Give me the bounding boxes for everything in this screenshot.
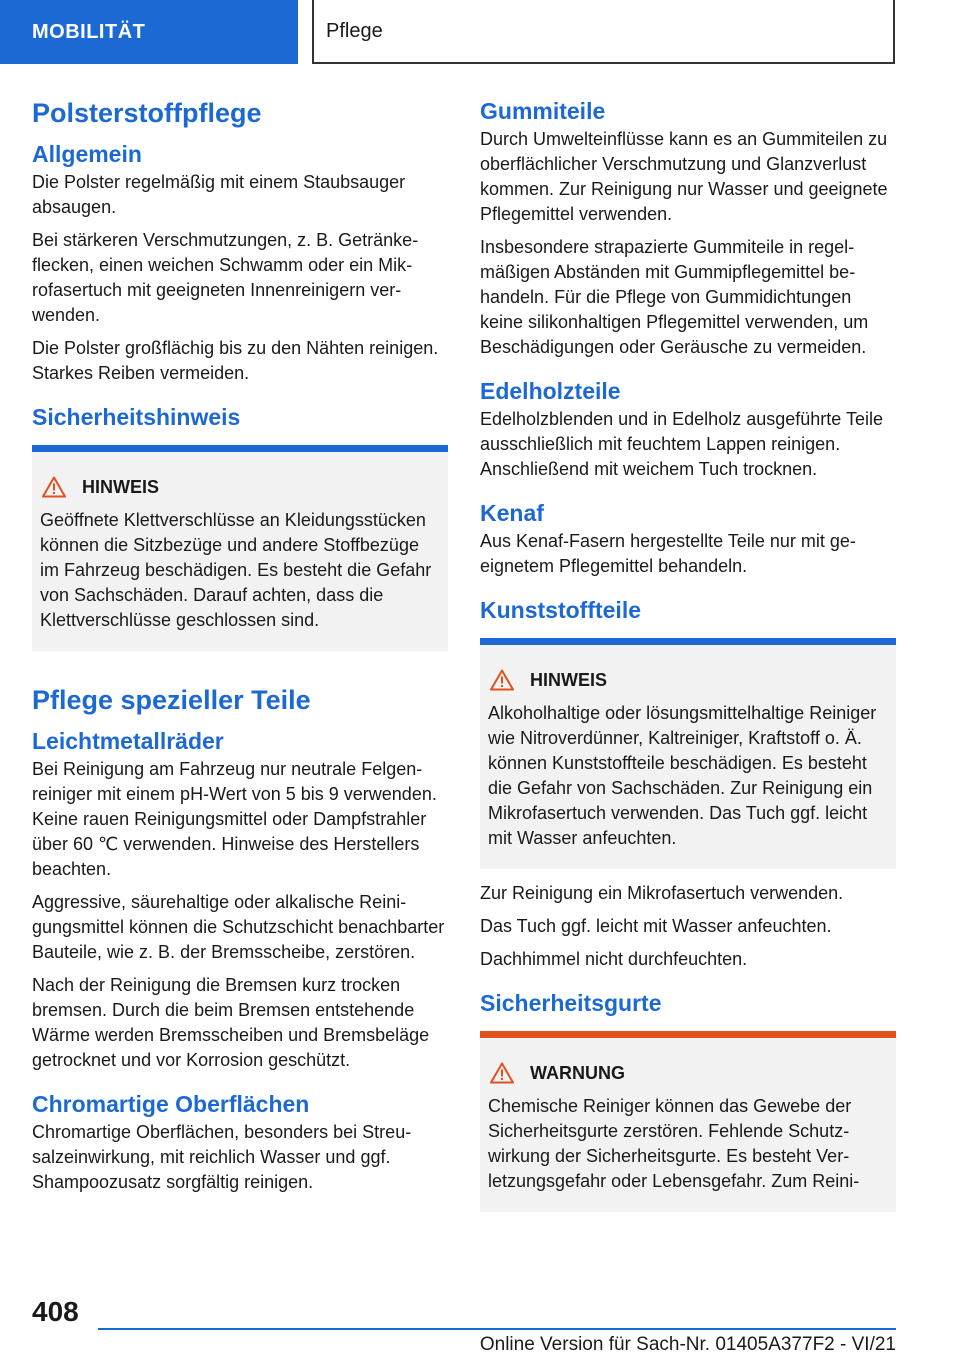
warning-triangle-icon [490,1062,514,1084]
footer-version: Online Version für Sach-Nr. 01405A377F2 - VI/21 [479,1334,896,1355]
notice-label: HINWEIS [82,476,160,497]
paragraph: Chromartige Oberflächen, besonders bei Streusalzeinwirkung, mit reichlich Wasser und ggf. Shampoozusatz sorgfältig reinigen. [32,1122,412,1192]
paragraph: Die Polster regelmäßig mit einem Staubsauger absaugen. [32,172,406,217]
paragraph: Bei Reinigung am Fahrzeug nur neutrale Felgenreiniger mit einem pH-Wert von 5 bis 9 verwenden. Keine rauen Reinigungsmittel oder Dampfstrahler über 60 ℃ verwenden. Hinweise des Herstellers beachten. [32,759,437,879]
paragraph: Zur Reinigung ein Mikrofasertuch verwenden. [480,883,844,903]
paragraph: Die Polster großflächig bis zu den Nähten reinigen. Starkes Reiben vermeiden. [32,338,439,383]
notice-header [40,476,440,498]
heading-allgemein: Allgemein [32,141,142,167]
section-title-polster: Polsterstoffpflege [32,98,262,128]
notice-box [32,445,448,651]
chapter-title-label: Pflege [326,19,383,42]
page-number: 408 [32,1296,79,1327]
heading-chromartige-oberflaechen: Chromartige Oberflächen [32,1091,310,1117]
heading-edelholzteile: Edelholzteile [480,378,621,404]
warning-triangle-icon [42,476,66,498]
chapter-title [312,0,895,64]
notice-text: Geöffnete Klettverschlüsse an Kleidungsstücken können die Sitzbezüge und andere Stoffbezüge im Fahrzeug beschädigen. Es besteht die Gefahr von Sachschäden. Darauf achten, dass die Klettverschlüsse geschlossen sind. [40,510,432,630]
right-column [480,98,896,1212]
notice-text: Alkoholhaltige oder lösungsmittelhaltige Reiniger wie Nitroverdünner, Kaltreiniger, Kraftstoff o. Ä. können Kunststoffteile beschädigen. Es besteht die Gefahr von Sachschäden. Zur Reinigung ein Mikrofasertuch verwenden. Das Tuch ggf. leicht mit Wasser anfeuchten. [488,703,877,848]
left-column [32,98,448,1203]
warning-box [480,1031,896,1212]
paragraph: Aus Kenaf-Fasern hergestellte Teile nur mit geeignetem Pflegemittel behandeln. [480,531,856,576]
heading-sicherheitsgurte: Sicherheitsgurte [480,990,662,1016]
paragraph: Aggressive, säurehaltige oder alkalische Reinigungsmittel können die Schutzschicht benachbarter Bauteile, wie z. B. der Bremsscheibe, zerstören. [32,892,445,962]
section-label: MOBILITÄT [32,20,146,43]
paragraph: Bei stärkeren Verschmutzungen, z. B. Getränkeflecken, einen weichen Schwamm oder ein Mikrofasertuch mit geeigneten Innenreinigern verwenden. [32,230,419,325]
footer-divider [98,1328,896,1330]
heading-sicherheitshinweis: Sicherheitshinweis [32,404,241,430]
heading-gummiteile: Gummiteile [480,98,606,124]
warning-label: WARNUNG [530,1062,625,1083]
warning-triangle-icon [490,669,514,691]
paragraph: Edelholzblenden und in Edelholz ausgeführte Teile ausschließlich mit feuchtem Lappen reinigen. Anschließend mit weichem Tuch trocknen. [480,409,883,479]
heading-kunststoffteile: Kunststoffteile [480,597,641,623]
paragraph: Nach der Reinigung die Bremsen kurz trocken bremsen. Durch die beim Bremsen entstehende Wärme werden Bremsscheiben und Bremsbeläge getrocknet und vor Korrosion geschützt. [32,975,430,1070]
notice-label: HINWEIS [530,669,608,690]
notice-box [480,638,896,869]
paragraph: Durch Umwelteinflüsse kann es an Gummiteilen zu oberflächlicher Verschmutzung und Glanzverlust kommen. Zur Reinigung nur Wasser und geeignete Pflegemittel verwenden. [480,129,888,224]
warning-header [488,1062,888,1084]
section-title-spezielle-teile: Pflege spezieller Teile [32,685,311,715]
heading-leichtmetallraeder: Leichtmetallräder [32,728,224,754]
warning-text: Chemische Reiniger können das Gewebe der Sicherheitsgurte zerstören. Fehlende Schutzwirkung der Sicherheitsgurte. Es besteht Verletzungsgefahr oder Lebensgefahr. Zum Reini- [488,1096,860,1191]
section-tab [0,0,298,64]
paragraph: Das Tuch ggf. leicht mit Wasser anfeuchten. [480,916,832,936]
notice-header [488,669,888,691]
paragraph: Insbesondere strapazierte Gummiteile in regelmäßigen Abständen mit Gummipflegemittel behandeln. Für die Pflege von Gummidichtungen keine silikonhaltigen Pflegemittel verwenden, um Beschädigungen oder Geräusche zu vermeiden. [480,237,869,357]
paragraph: Dachhimmel nicht durchfeuchten. [480,949,748,969]
heading-kenaf: Kenaf [480,500,544,526]
